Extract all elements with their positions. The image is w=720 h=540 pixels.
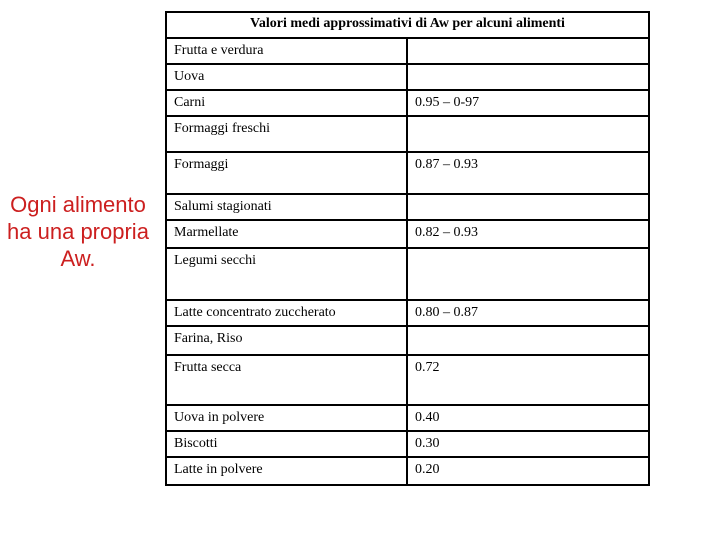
side-note: Ogni alimento ha una propria Aw. bbox=[7, 192, 149, 271]
aw-value-cell bbox=[407, 64, 649, 90]
aw-value-cell bbox=[407, 326, 649, 355]
aw-value-cell: 0.40 bbox=[407, 405, 649, 431]
table-row bbox=[166, 152, 649, 194]
table-row bbox=[166, 326, 649, 355]
food-cell: Latte concentrato zuccherato bbox=[166, 300, 407, 326]
food-cell: Salumi stagionati bbox=[166, 194, 407, 220]
table-row bbox=[166, 64, 649, 90]
aw-value-cell: 0.72 bbox=[407, 355, 649, 405]
food-cell: Biscotti bbox=[166, 431, 407, 457]
table-row bbox=[166, 431, 649, 457]
aw-value-cell: 0.20 bbox=[407, 457, 649, 485]
aw-value-cell: 0.30 bbox=[407, 431, 649, 457]
table-row bbox=[166, 457, 649, 485]
table-row bbox=[166, 355, 649, 405]
food-cell: Legumi secchi bbox=[166, 248, 407, 300]
aw-value-cell bbox=[407, 248, 649, 300]
food-cell: Formaggi bbox=[166, 152, 407, 194]
table-row bbox=[166, 38, 649, 64]
aw-value-cell: 0.80 – 0.87 bbox=[407, 300, 649, 326]
table-row bbox=[166, 220, 649, 248]
food-cell: Carni bbox=[166, 90, 407, 116]
food-cell: Uova in polvere bbox=[166, 405, 407, 431]
table-row bbox=[166, 116, 649, 152]
aw-value-cell: 0.82 – 0.93 bbox=[407, 220, 649, 248]
aw-value-cell bbox=[407, 116, 649, 152]
food-cell: Formaggi freschi bbox=[166, 116, 407, 152]
table-row bbox=[166, 300, 649, 326]
food-cell: Latte in polvere bbox=[166, 457, 407, 485]
food-cell: Uova bbox=[166, 64, 407, 90]
table-row bbox=[166, 248, 649, 300]
aw-value-cell: 0.87 – 0.93 bbox=[407, 152, 649, 194]
aw-value-cell bbox=[407, 38, 649, 64]
food-cell: Marmellate bbox=[166, 220, 407, 248]
food-cell: Frutta e verdura bbox=[166, 38, 407, 64]
aw-values-table bbox=[165, 11, 650, 486]
food-cell: Frutta secca bbox=[166, 355, 407, 405]
food-cell: Farina, Riso bbox=[166, 326, 407, 355]
table-row bbox=[166, 194, 649, 220]
table-row bbox=[166, 405, 649, 431]
table-row bbox=[166, 90, 649, 116]
aw-value-cell: 0.95 – 0-97 bbox=[407, 90, 649, 116]
table-title: Valori medi approssimativi di Aw per alcuni alimenti bbox=[166, 12, 649, 38]
aw-value-cell bbox=[407, 194, 649, 220]
